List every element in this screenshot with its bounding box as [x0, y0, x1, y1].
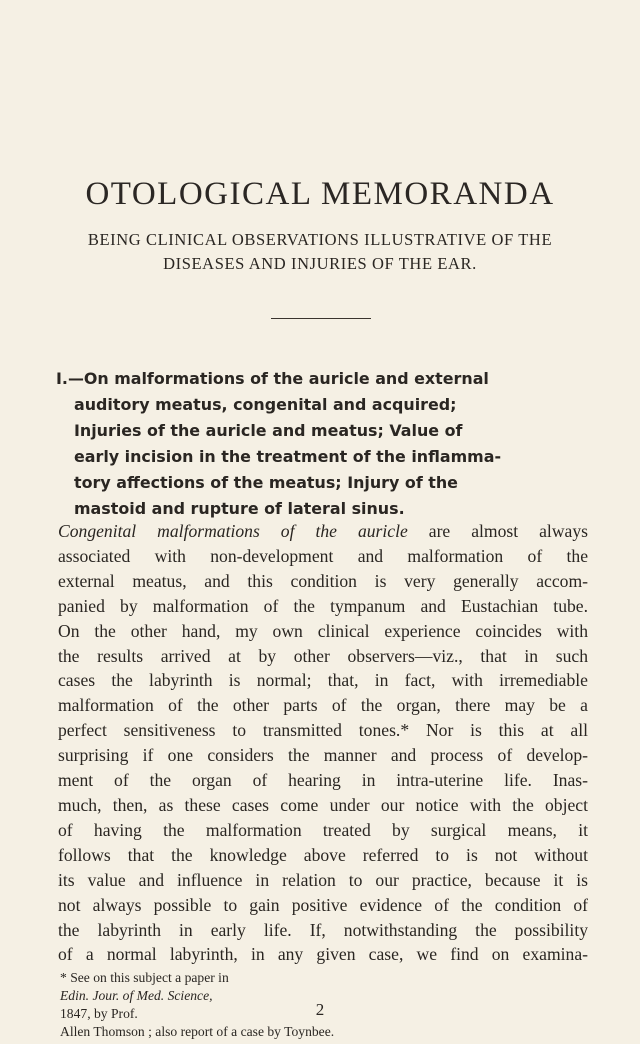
body-line: external meatus, and this condition is very generally accom-: [58, 570, 588, 591]
divider-rule: [271, 318, 371, 319]
heading-line: auditory meatus, congenital and acquired;: [74, 395, 457, 414]
body-line: perfect sensitiveness to transmitted tones.* Nor is this at all: [58, 720, 588, 741]
body-line: of a normal labyrinth, in any given case, we find on examina-: [58, 944, 588, 965]
body-line: not always possible to gain positive evidence of the condition of: [58, 894, 588, 915]
italic-lead: Congenital malformations of the auricle: [58, 521, 408, 541]
heading-line: early incision in the treatment of the inflamma-: [74, 447, 502, 466]
heading-line: tory affections of the meatus; Injury of the: [74, 473, 458, 492]
body-line: of having the malformation treated by surgical means, it: [58, 819, 588, 840]
body-line: surprising if one considers the manner and process of develop-: [58, 745, 588, 766]
page-title: OTOLOGICAL MEMORANDA: [85, 176, 555, 212]
body-line: the labyrinth in early life. If, notwithstanding the possibility: [58, 919, 588, 940]
heading-line: I.—On malformations of the auricle and external: [56, 369, 489, 388]
body-line-rest: are almost always: [407, 521, 588, 541]
body-line: follows that the knowledge above referred to is not without: [58, 844, 588, 865]
body-line: panied by malformation of the tympanum and Eustachian tube.: [58, 595, 588, 616]
body-line: ment of the organ of hearing in intra-uterine life. Inas-: [58, 770, 588, 791]
footnote-journal: Edin. Jour. of Med. Science,: [60, 988, 213, 1003]
footnote-line: Allen Thomson ; also report of a case by Toynbee.: [60, 1024, 335, 1039]
footnote-pre: * See on this subject a paper in: [60, 970, 229, 985]
body-line: associated with non-development and malformation of the: [58, 545, 588, 566]
body-line: the results arrived at by other observers—viz., that in such: [58, 645, 588, 666]
heading-line: Injuries of the auricle and meatus; Value of: [74, 421, 463, 440]
body-line: its value and influence in relation to our practice, because it is: [58, 869, 588, 890]
subtitle-line: DISEASES AND INJURIES OF THE EAR.: [163, 254, 477, 273]
subtitle: [60, 228, 580, 276]
body-line: malformation of the other parts of the organ, there may be a: [58, 695, 588, 716]
body-line: much, then, as these cases come under our notice with the object: [58, 794, 588, 815]
body-line: cases the labyrinth is normal; that, in fact, with irremediable: [58, 670, 588, 691]
body-line: [58, 519, 588, 544]
footnote-post: 1847, by Prof.: [60, 1006, 138, 1021]
section-heading: [56, 366, 594, 522]
heading-line: mastoid and rupture of lateral sinus.: [74, 499, 405, 518]
body-paragraph: [58, 519, 588, 967]
page-number: 2: [315, 1000, 325, 1019]
body-line: On the other hand, my own clinical experience coincides with: [58, 620, 588, 641]
subtitle-line: BEING CLINICAL OBSERVATIONS ILLUSTRATIVE OF THE: [87, 230, 553, 249]
